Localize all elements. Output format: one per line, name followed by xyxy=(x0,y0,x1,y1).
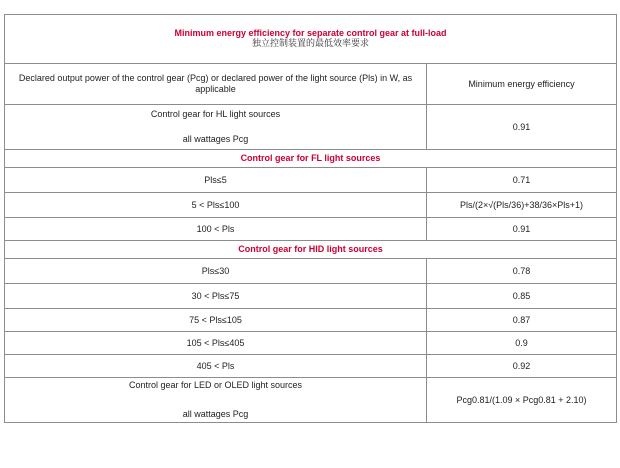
power-cell: 30 < Pls≤75 xyxy=(5,284,427,309)
efficiency-cell: 0.71 xyxy=(427,168,617,193)
efficiency-cell: 0.92 xyxy=(427,355,617,378)
title-english: Minimum energy efficiency for separate control gear at full-load xyxy=(174,28,447,38)
header-efficiency: Minimum energy efficiency xyxy=(427,64,617,105)
section-row-hid xyxy=(5,241,617,259)
table-row xyxy=(5,355,617,378)
header-row xyxy=(5,64,617,105)
led-label: Control gear for LED or OLED light sources xyxy=(128,380,303,390)
power-cell: 5 < Pls≤100 xyxy=(5,193,427,218)
led-efficiency: Pcg0.81/(1.09 × Pcg0.81 + 2.10) xyxy=(427,378,617,423)
power-cell: Pls≤5 xyxy=(5,168,427,193)
hid-section-title: Control gear for HID light sources xyxy=(5,241,617,259)
table-row xyxy=(5,332,617,355)
table-row-led xyxy=(5,378,617,423)
efficiency-cell: 0.91 xyxy=(427,218,617,241)
title-row xyxy=(5,15,617,64)
table-row xyxy=(5,284,617,309)
hl-label: Control gear for HL light sources xyxy=(150,109,281,119)
power-cell: Pls≤30 xyxy=(5,259,427,284)
efficiency-cell: 0.9 xyxy=(427,332,617,355)
power-cell: 75 < Pls≤105 xyxy=(5,309,427,332)
table-title xyxy=(5,15,617,64)
table-row xyxy=(5,218,617,241)
power-cell: 405 < Pls xyxy=(5,355,427,378)
efficiency-cell: Pls/(2×√(Pls/36)+38/36×Pls+1) xyxy=(427,193,617,218)
power-cell: 100 < Pls xyxy=(5,218,427,241)
header-power: Declared output power of the control gear (Pcg) or declared power of the light source (Pls) in W, as applicable xyxy=(5,64,427,105)
efficiency-cell: 0.78 xyxy=(427,259,617,284)
section-row-fl xyxy=(5,150,617,168)
hl-wattage: all wattages Pcg xyxy=(182,134,249,144)
table-row xyxy=(5,309,617,332)
table-row xyxy=(5,193,617,218)
led-wattage: all wattages Pcg xyxy=(182,409,249,419)
efficiency-table xyxy=(4,14,617,423)
table-row-hl xyxy=(5,105,617,150)
table-row xyxy=(5,168,617,193)
power-cell: 105 < Pls≤405 xyxy=(5,332,427,355)
efficiency-cell: 0.87 xyxy=(427,309,617,332)
hl-efficiency: 0.91 xyxy=(427,105,617,150)
efficiency-cell: 0.85 xyxy=(427,284,617,309)
hl-label-cell xyxy=(5,105,427,150)
table-row xyxy=(5,259,617,284)
led-label-cell xyxy=(5,378,427,423)
fl-section-title: Control gear for FL light sources xyxy=(5,150,617,168)
title-chinese: 独立控制装置的最低效率要求 xyxy=(251,39,369,49)
